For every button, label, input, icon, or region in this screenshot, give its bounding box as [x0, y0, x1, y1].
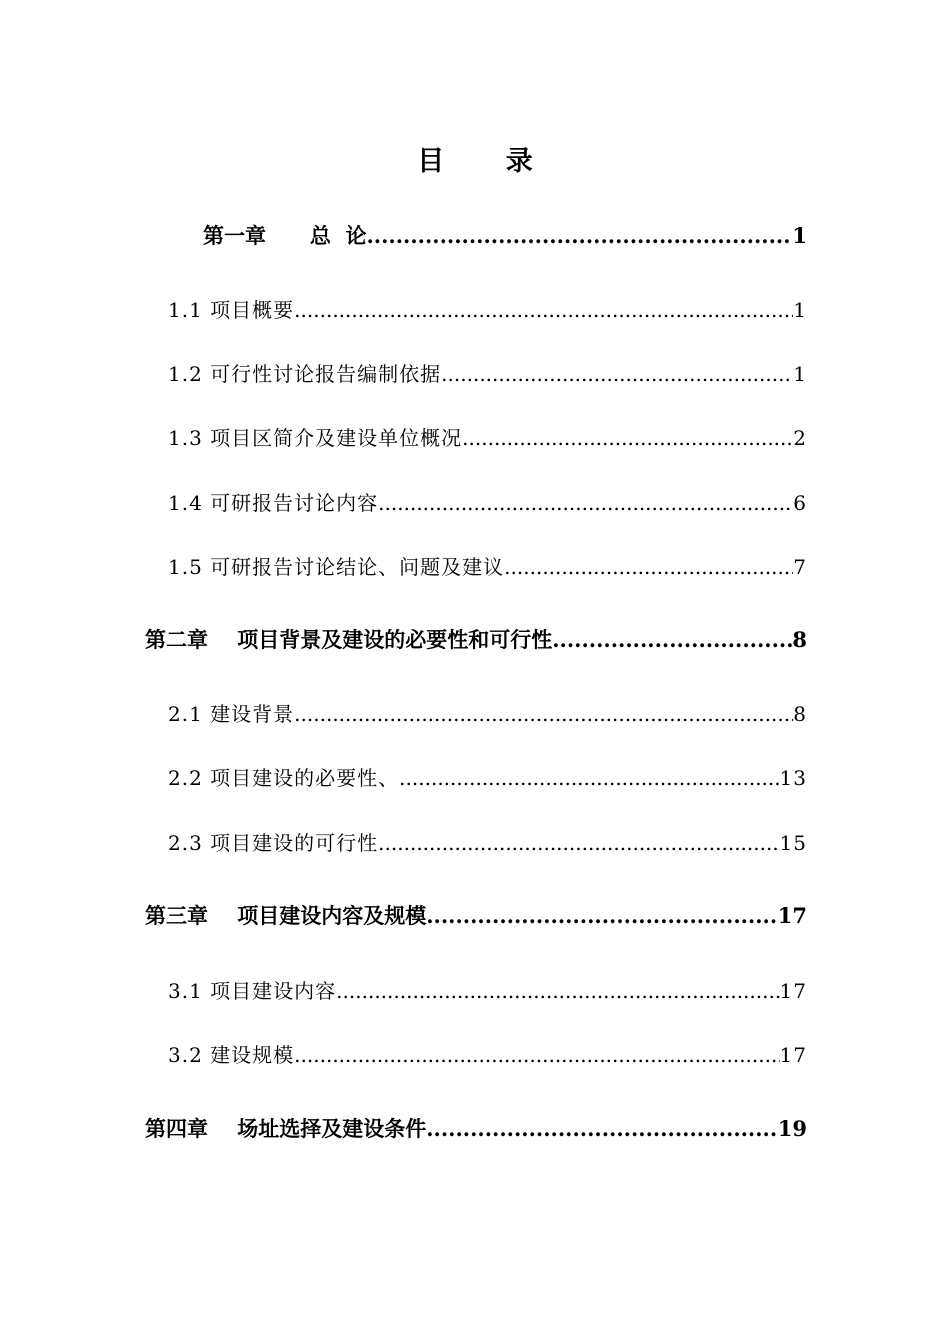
toc-entry-label: 1.4 可研报告讨论内容	[168, 491, 379, 515]
toc-page-number: 17	[779, 979, 807, 1003]
toc-dot-leader	[294, 699, 793, 729]
toc-entry-label: 3.2 建设规模	[168, 1043, 295, 1067]
toc-page-number: 15	[779, 831, 807, 855]
toc-section-2-1[interactable]	[168, 699, 807, 729]
toc-page-number: 2	[793, 426, 807, 450]
toc-section-1-3[interactable]	[168, 423, 807, 453]
toc-title: 目 录	[417, 146, 559, 177]
toc-dot-leader	[294, 295, 793, 325]
toc-page-number: 19	[777, 1116, 807, 1141]
toc-entry-label: 第二章 项目背景及建设的必要性和可行性	[145, 627, 553, 652]
toc-dot-leader	[426, 1114, 778, 1144]
toc-page-number: 8	[792, 627, 807, 652]
toc-entry-label: 2.2 项目建设的必要性、	[168, 766, 400, 790]
toc-entry-label: 1.1 项目概要	[168, 298, 295, 322]
toc-section-2-2[interactable]	[168, 763, 807, 793]
toc-page-number: 1	[793, 362, 807, 386]
toc-dot-leader	[462, 423, 793, 453]
toc-dot-leader	[367, 221, 793, 251]
toc-page-number: 17	[777, 903, 807, 928]
toc-entry-label: 1.2 可行性讨论报告编制依据	[168, 362, 442, 386]
toc-page-number: 6	[793, 491, 807, 515]
toc-section-3-2[interactable]	[168, 1040, 807, 1070]
toc-chapter-4[interactable]	[145, 1114, 807, 1144]
toc-chapter-2[interactable]	[145, 625, 807, 655]
toc-dot-leader	[336, 976, 779, 1006]
toc-entry-label: 第一章 总 论	[203, 223, 367, 248]
toc-dot-leader	[399, 763, 779, 793]
toc-page-number: 7	[793, 555, 807, 579]
toc-page-number: 1	[793, 298, 807, 322]
toc-section-1-1[interactable]	[168, 295, 807, 325]
toc-entry-label: 2.1 建设背景	[168, 702, 295, 726]
toc-entry-label: 2.3 项目建设的可行性	[168, 831, 379, 855]
toc-section-2-3[interactable]	[168, 828, 807, 858]
toc-page-number: 8	[793, 702, 807, 726]
toc-section-1-5[interactable]	[168, 552, 807, 582]
toc-dot-leader	[552, 625, 792, 655]
toc-dot-leader	[426, 901, 778, 931]
toc-chapter-1[interactable]	[203, 221, 807, 251]
toc-page-number: 13	[779, 766, 807, 790]
toc-chapter-3[interactable]	[145, 901, 807, 931]
toc-dot-leader	[378, 488, 793, 518]
toc-entry-label: 1.3 项目区简介及建设单位概况	[168, 426, 463, 450]
toc-dot-leader	[378, 828, 779, 858]
toc-dot-leader	[441, 359, 793, 389]
toc-entry-label: 3.1 项目建设内容	[168, 979, 337, 1003]
toc-dot-leader	[294, 1040, 779, 1070]
toc-section-3-1[interactable]	[168, 976, 807, 1006]
toc-dot-leader	[504, 552, 793, 582]
toc-section-1-2[interactable]	[168, 359, 807, 389]
toc-entry-label: 第三章 项目建设内容及规模	[145, 903, 427, 928]
toc-page-number: 1	[792, 223, 807, 248]
toc-entry-label: 1.5 可研报告讨论结论、问题及建议	[168, 555, 505, 579]
toc-section-1-4[interactable]	[168, 488, 807, 518]
toc-entry-label: 第四章 场址选择及建设条件	[145, 1116, 427, 1141]
toc-page-number: 17	[779, 1043, 807, 1067]
